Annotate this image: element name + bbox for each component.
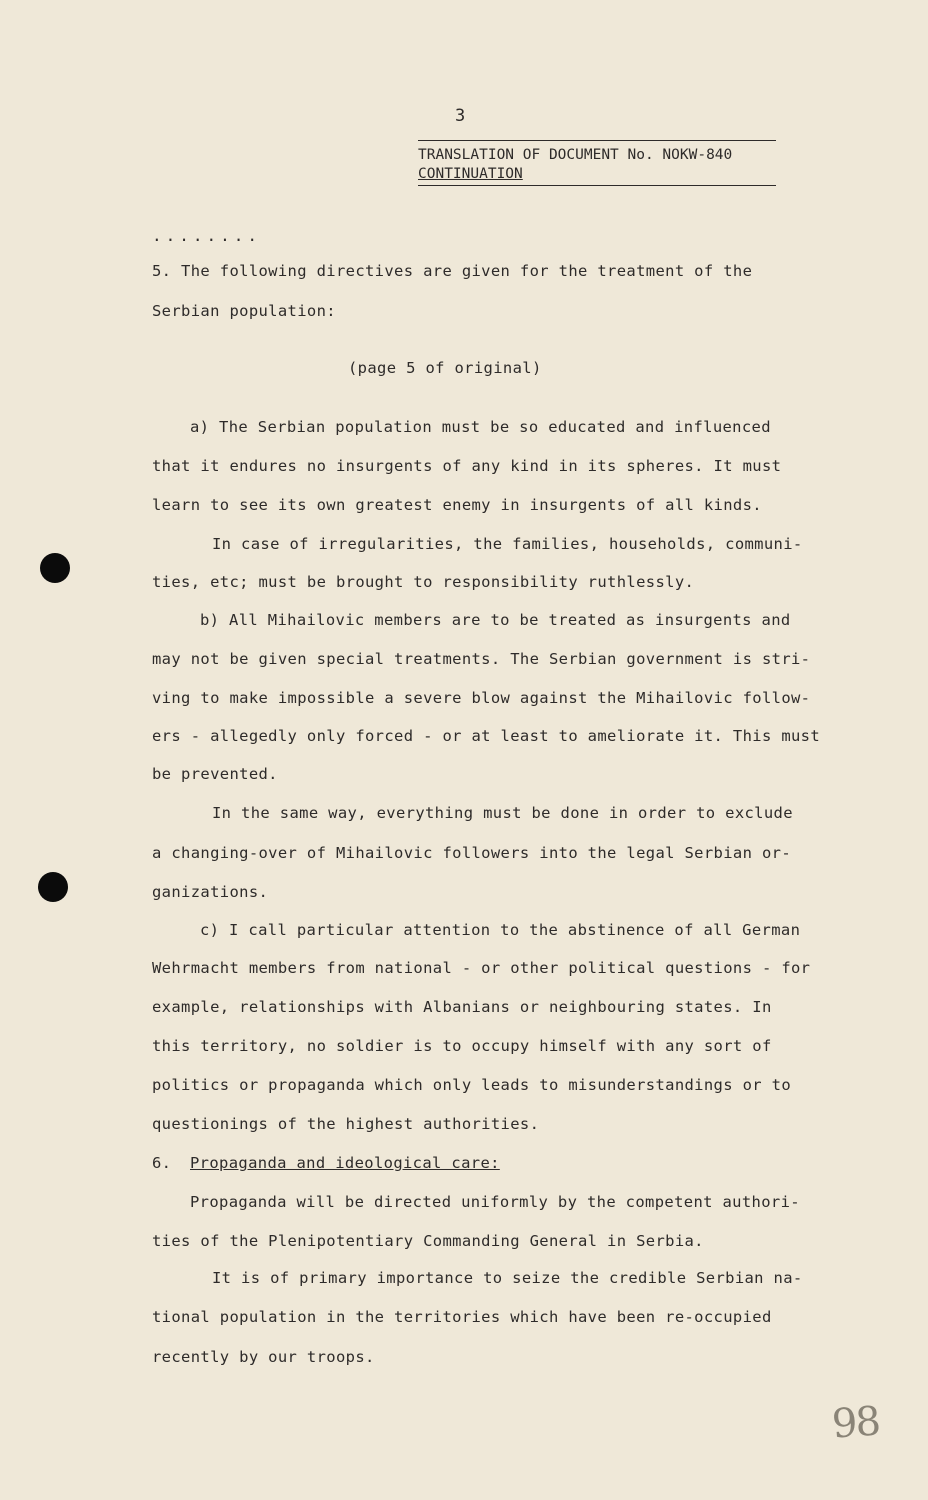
text-line: a changing-over of Mihailovic followers into the legal Serbian or- <box>152 844 791 862</box>
handwritten-page-mark: 98 <box>830 1398 881 1448</box>
text-line: c) I call particular attention to the abstinence of all German <box>200 921 801 939</box>
text-line: may not be given special treatments. The Serbian government is stri- <box>152 650 811 668</box>
header-title: TRANSLATION OF DOCUMENT No. NOKW-840 <box>418 147 733 163</box>
punch-hole <box>38 872 68 902</box>
text-line: ties, etc; must be brought to responsibility ruthlessly. <box>152 573 695 591</box>
text-line: b) All Mihailovic members are to be treated as insurgents and <box>200 611 791 629</box>
text-line: ganizations. <box>152 883 269 901</box>
page-number: 3 <box>455 106 466 126</box>
text-line: that it endures no insurgents of any kind in its spheres. It must <box>152 457 782 475</box>
text-line: (page 5 of original) <box>348 359 542 377</box>
text-line: Propaganda will be directed uniformly by the competent authori- <box>190 1193 800 1211</box>
text-line: ers - allegedly only forced - or at least to ameliorate it. This must <box>152 727 821 745</box>
text-line: example, relationships with Albanians or neighbouring states. In <box>152 998 772 1016</box>
text-line: tional population in the territories which have been re-occupied <box>152 1308 772 1326</box>
text-line: questionings of the highest authorities. <box>152 1115 540 1133</box>
text-line: politics or propaganda which only leads to misunderstandings or to <box>152 1076 791 1094</box>
text-line: be prevented. <box>152 765 278 783</box>
ellipsis-row: ........ <box>152 226 262 245</box>
header-subtitle: CONTINUATION <box>418 166 523 182</box>
text-line: ties of the Plenipotentiary Commanding General in Serbia. <box>152 1232 704 1250</box>
punch-hole <box>40 553 70 583</box>
text-line: In case of irregularities, the families, households, communi- <box>212 535 803 553</box>
text-line: Wehrmacht members from national - or other political questions - for <box>152 959 811 977</box>
text-line: Serbian population: <box>152 302 336 320</box>
document-header <box>418 140 776 186</box>
text-line: learn to see its own greatest enemy in insurgents of all kinds. <box>152 496 762 514</box>
text-line: a) The Serbian population must be so educated and influenced <box>190 418 771 436</box>
text-line: In the same way, everything must be done in order to exclude <box>212 804 793 822</box>
section-heading: Propaganda and ideological care: <box>190 1154 500 1172</box>
text-line: recently by our troops. <box>152 1348 375 1366</box>
text-line: this territory, no soldier is to occupy himself with any sort of <box>152 1037 772 1055</box>
text-line: It is of primary importance to seize the credible Serbian na- <box>212 1269 803 1287</box>
text-line: 5. The following directives are given for the treatment of the <box>152 262 753 280</box>
text-line: ving to make impossible a severe blow against the Mihailovic follow- <box>152 689 811 707</box>
section-number: 6. <box>152 1154 172 1172</box>
